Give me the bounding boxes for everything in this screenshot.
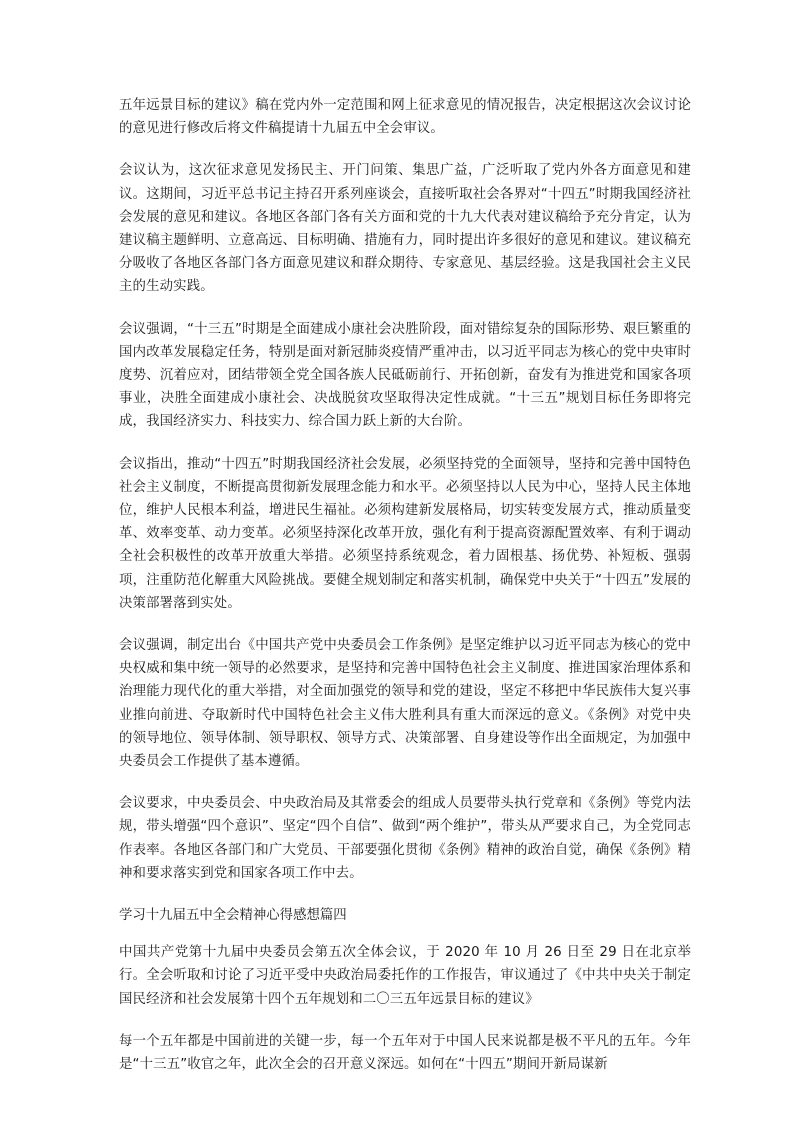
paragraph-5: 会议强调，制定出台《中国共产党中央委员会工作条例》是坚定维护以习近平同志为核心的党中央权威和集中统一领导的必然要求，是坚持和完善中国特色社会主义制度、推进国家治理体系和治理能力现代化的重大举措，对全面加强党的领导和党的建设，坚定不移把中华民族伟大复兴事业推向前进、夺取新时代中国特色社会主义伟大胜利具有重大而深远的意义。《条例》对党中央的领导地位、领导体制、领导职权、领导方式、决策部署、自身建设等作出全面规定，为加强中央委员会工作提供了基本遵循。 [119, 638, 691, 770]
paragraph-6: 会议要求，中央委员会、中央政治局及其常委会的组成人员要带头执行党章和《条例》等党内法规，带头增强“四个意识”、坚定“四个自信”、做到“两个维护”，带头从严要求自己，为全党同志作表率。各地区各部门和广大党员、干部要强化贯彻《条例》精神的政治自觉，确保《条例》精神和要求落实到党和国家各项工作中去。 [119, 796, 691, 881]
paragraph-3: 会议强调，“十三五”时期是全面建成小康社会决胜阶段，面对错综复杂的国际形势、艰巨繁重的国内改革发展稳定任务，特别是面对新冠肺炎疫情严重冲击，以习近平同志为核心的党中央审时度势、沉着应对，团结带领全党全国各族人民砥砺前行、开拓创新，奋发有为推进党和国家各项事业，决胜全面建成小康社会、决战脱贫攻坚取得决定性成就。“十三五”规划目标任务即将完成，我国经济实力、科技实力、综合国力跃上新的大台阶。 [119, 321, 691, 430]
section-heading: 学习十九届五中全会精神心得感想篇四 [119, 908, 347, 924]
paragraph-8: 每一个五年都是中国前进的关键一步，每一个五年对于中国人民来说都是极不平凡的五年。今年是“十三五”收官之年，此次全会的召开意义深远。如何在“十四五”期间开新局谋新 [119, 1033, 691, 1072]
paragraph-7: 中国共产党第十九届中央委员会第五次全体会议，于 2020 年 10 月 26 日至 29 日在北京举行。全会听取和讨论了习近平受中央政治局委托作的工作报告，审议通过了《中共中央关于制定国民经济和社会发展第十四个五年规划和二〇三五年远景目标的建议》 [119, 945, 691, 1007]
document-page [119, 94, 691, 1095]
paragraph-4: 会议指出，推动“十四五”时期我国经济社会发展，必须坚持党的全面领导，坚持和完善中国特色社会主义制度，不断提高贯彻新发展理念能力和水平。必须坚持以人民为中心，坚持人民主体地位，维护人民根本利益，增进民生福祉。必须构建新发展格局，切实转变发展方式，推动质量变革、效率变革、动力变革。必须坚持深化改革开放，强化有利于提高资源配置效率、有利于调动全社会积极性的改革开放重大举措。必须坚持系统观念，着力固根基、扬优势、补短板、强弱项，注重防范化解重大风险挑战。要健全规划制定和落实机制，确保党中央关于“十四五”发展的决策部署落到实处。 [119, 456, 691, 611]
paragraph-1: 五年远景目标的建议》稿在党内外一定范围和网上征求意见的情况报告，决定根据这次会议讨论的意见进行修改后将文件稿提请十九届五中全会审议。 [119, 98, 691, 137]
paragraph-2: 会议认为，这次征求意见发扬民主、开门问策、集思广益，广泛听取了党内外各方面意见和建议。这期间，习近平总书记主持召开系列座谈会，直接听取社会各界对“十四五”时期我国经济社会发展的意见和建议。各地区各部门各有关方面和党的十九大代表对建议稿给予充分肯定，认为建议稿主题鲜明、立意高远、目标明确、措施有力，同时提出许多很好的意见和建议。建议稿充分吸收了各地区各部门各方面意见建议和群众期待、专家意见、基层经验。这是我国社会主义民主的生动实践。 [119, 163, 691, 295]
